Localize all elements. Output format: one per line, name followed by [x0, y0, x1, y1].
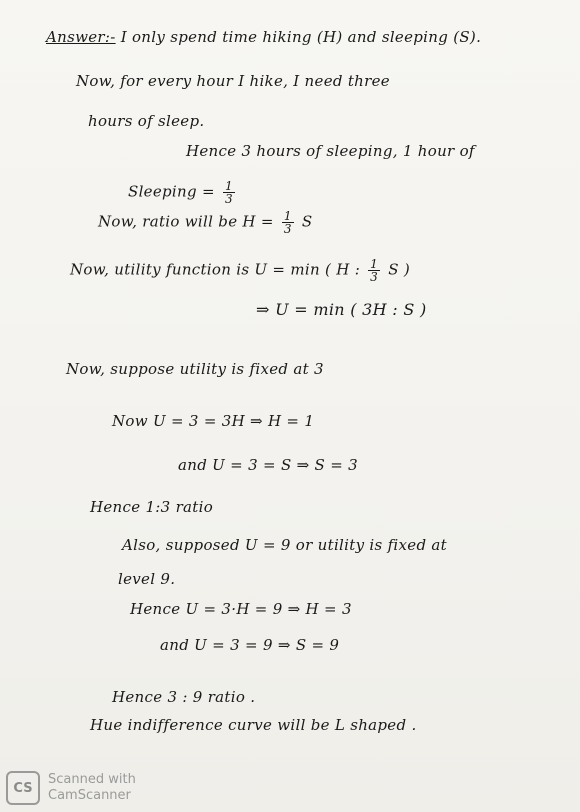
text-line-2: Now, for every hour I hike, I need three — [76, 72, 390, 90]
camscanner-logo-icon: CS — [6, 771, 40, 805]
fraction-one-third — [223, 180, 235, 205]
utility-function-tail: S ) — [388, 260, 410, 279]
camscanner-watermark — [6, 768, 166, 808]
answer-line — [46, 28, 481, 46]
text-line-4: Hence 3 hours of sleeping, 1 hour of — [186, 142, 475, 160]
conclusion-line: Hue indifference curve will be L shaped . — [90, 716, 417, 734]
utility-function-line — [70, 258, 410, 283]
suppose-line: Now, suppose utility is fixed at 3 — [66, 360, 324, 378]
answer-label: Answer:- — [46, 28, 116, 46]
ratio-line — [98, 210, 313, 235]
level-line: level 9. — [118, 570, 176, 588]
fraction-denominator: 3 — [283, 222, 292, 236]
utility-simplified-line: ⇒ U = min ( 3H : S ) — [256, 300, 427, 319]
ratio-text: Now, ratio will be H = — [98, 212, 274, 231]
hence-ratio-line: Hence 1:3 ratio — [90, 498, 214, 516]
now-equation-line: Now U = 3 = 3H ⇒ H = 1 — [112, 412, 315, 430]
hence-equation-line: Hence U = 3·H = 9 ⇒ H = 3 — [130, 600, 352, 618]
and-equation-line-2: and U = 3 = 9 ⇒ S = 9 — [160, 636, 340, 654]
answer-text: I only spend time hiking (H) and sleeping (S). — [120, 28, 482, 46]
watermark-line-1: Scanned with — [48, 772, 136, 787]
text-line-3: hours of sleep. — [88, 112, 205, 130]
fraction-numerator: 1 — [283, 209, 292, 223]
sleeping-eq-left: Sleeping = — [128, 182, 215, 201]
fraction-denominator: 3 — [224, 192, 233, 206]
watermark-line-2: CamScanner — [48, 788, 131, 803]
fraction-denominator: 3 — [370, 270, 379, 284]
utility-function-text: Now, utility function is U = min ( H : — [70, 260, 361, 279]
ratio-s: S — [301, 212, 313, 231]
fraction-one-third — [282, 210, 294, 235]
watermark-text — [48, 772, 136, 804]
sleeping-eq-line — [128, 180, 238, 205]
hence-ratio-line-2: Hence 3 : 9 ratio . — [112, 688, 256, 706]
and-equation-line: and U = 3 = S ⇒ S = 3 — [178, 456, 358, 474]
also-line: Also, supposed U = 9 or utility is fixed at — [122, 536, 447, 554]
fraction-numerator: 1 — [370, 257, 379, 271]
fraction-numerator: 1 — [224, 179, 233, 193]
fraction-one-third — [368, 258, 380, 283]
